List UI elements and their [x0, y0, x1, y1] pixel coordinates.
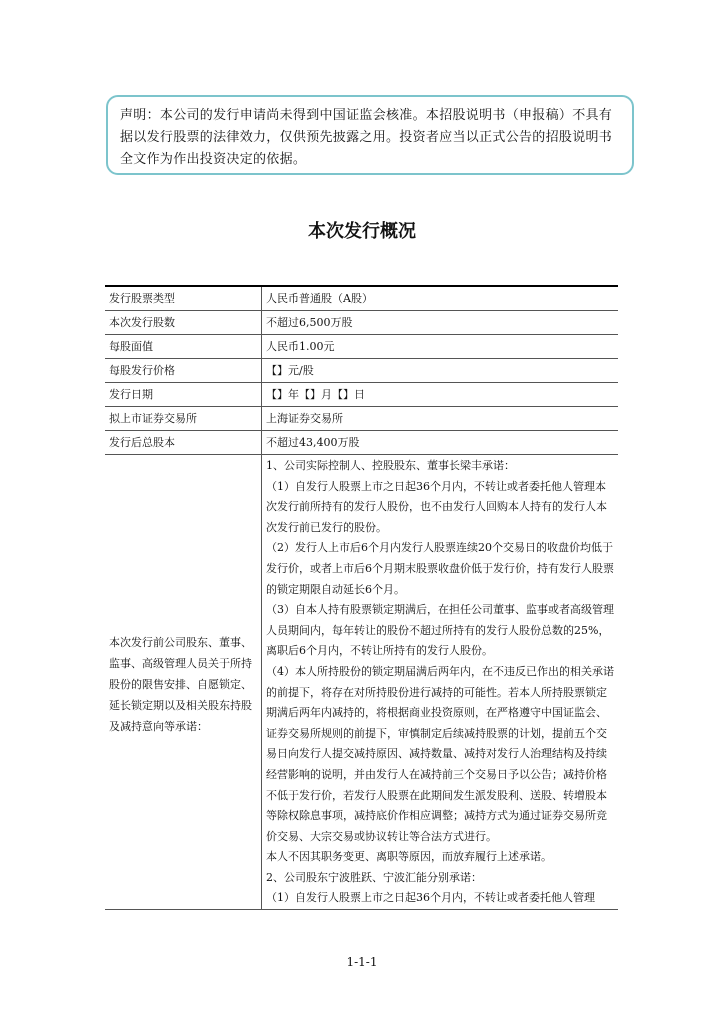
table-row [105, 335, 618, 359]
table-row [105, 286, 618, 311]
row-value: 人民币1.00元 [262, 335, 619, 359]
row-label: 每股发行价格 [105, 359, 262, 383]
row-label: 发行日期 [105, 383, 262, 407]
commitment-paragraph: 2、公司股东宁波胜跃、宁波汇能分别承诺： [266, 870, 482, 884]
commitment-paragraph: 本人不因其职务变更、离职等原因，而放弃履行上述承诺。 [266, 850, 552, 864]
disclaimer-box [106, 95, 634, 175]
commitment-paragraph: （3）自本人持有股票锁定期满后，在担任公司董事、监事或者高级管理人员期间内，每年转让的股份不超过所持有的发行人股份总数的25%，离职后6个月内，不转让所持有的发行人股份。 [266, 603, 614, 658]
commitment-content [262, 455, 619, 910]
table-row [105, 359, 618, 383]
row-value: 【】元/股 [262, 359, 619, 383]
row-label: 拟上市证券交易所 [105, 407, 262, 431]
row-value: 不超过43,400万股 [262, 431, 619, 455]
table-row [105, 311, 618, 335]
table-row [105, 383, 618, 407]
page-title: 本次发行概况 [308, 221, 416, 242]
row-label: 本次发行股数 [105, 311, 262, 335]
row-value: 上海证券交易所 [262, 407, 619, 431]
row-value: 不超过6,500万股 [262, 311, 619, 335]
row-value: 【】年【】月【】日 [262, 383, 619, 407]
page-number: 1-1-1 [346, 955, 378, 969]
row-label: 发行股票类型 [105, 286, 262, 311]
offering-overview-table [105, 285, 618, 910]
row-label: 每股面值 [105, 335, 262, 359]
row-label: 发行后总股本 [105, 431, 262, 455]
table-row [105, 407, 618, 431]
commitment-paragraph: （4）本人所持股份的锁定期届满后两年内，在不违反已作出的相关承诺的前提下，将存在对所持股份进行减持的可能性。若本人所持股票锁定期满后两年内减持的，将根据商业投资原则，在严格遵守中国证监会、证券交易所规则的前提下，审慎制定后续减持股票的计划，提前五个交易日向发行人提交减持原因、减持数量、减持对发行人治理结构及持续经营影响的说明，并由发行人在减持前三个交易日予以公告；减持价格不低于发行价，若发行人股票在此期间发生派发股利、送股、转增股本等除权除息事项，减持底价作相应调整；减持方式为通过证券交易所竞价交易、大宗交易或协议转让等合法方式进行。 [266, 664, 614, 843]
commitment-paragraph: （1）自发行人股票上市之日起36个月内，不转让或者委托他人管理 [266, 891, 595, 905]
commitment-paragraph: （2）发行人上市后6个月内发行人股票连续20个交易日的收盘价均低于发行价，或者上市后6个月期末股票收盘价低于发行价，持有发行人股票的锁定期限自动延长6个月。 [266, 541, 614, 596]
table-row [105, 431, 618, 455]
commitment-paragraph: 1、公司实际控制人、控股股东、董事长梁丰承诺： [266, 459, 515, 472]
commitment-paragraph: （1）自发行人股票上市之日起36个月内，不转让或者委托他人管理本次发行前所持有的发行人股份，也不由发行人回购本人持有的发行人本次发行前已发行的股份。 [266, 479, 607, 534]
disclaimer-text: 声明：本公司的发行申请尚未得到中国证监会核准。本招股说明书（申报稿）不具有据以发行股票的法律效力，仅供预先披露之用。投资者应当以正式公告的招股说明书全文作为作出投资决定的依据。 [120, 108, 613, 167]
row-value: 人民币普通股（A股） [262, 286, 619, 311]
commitment-row [105, 455, 618, 910]
commitment-label: 本次发行前公司股东、董事、监事、高级管理人员关于所持股份的限售安排、自愿锁定、延长锁定期以及相关股东持股及减持意向等承诺： [105, 455, 262, 910]
